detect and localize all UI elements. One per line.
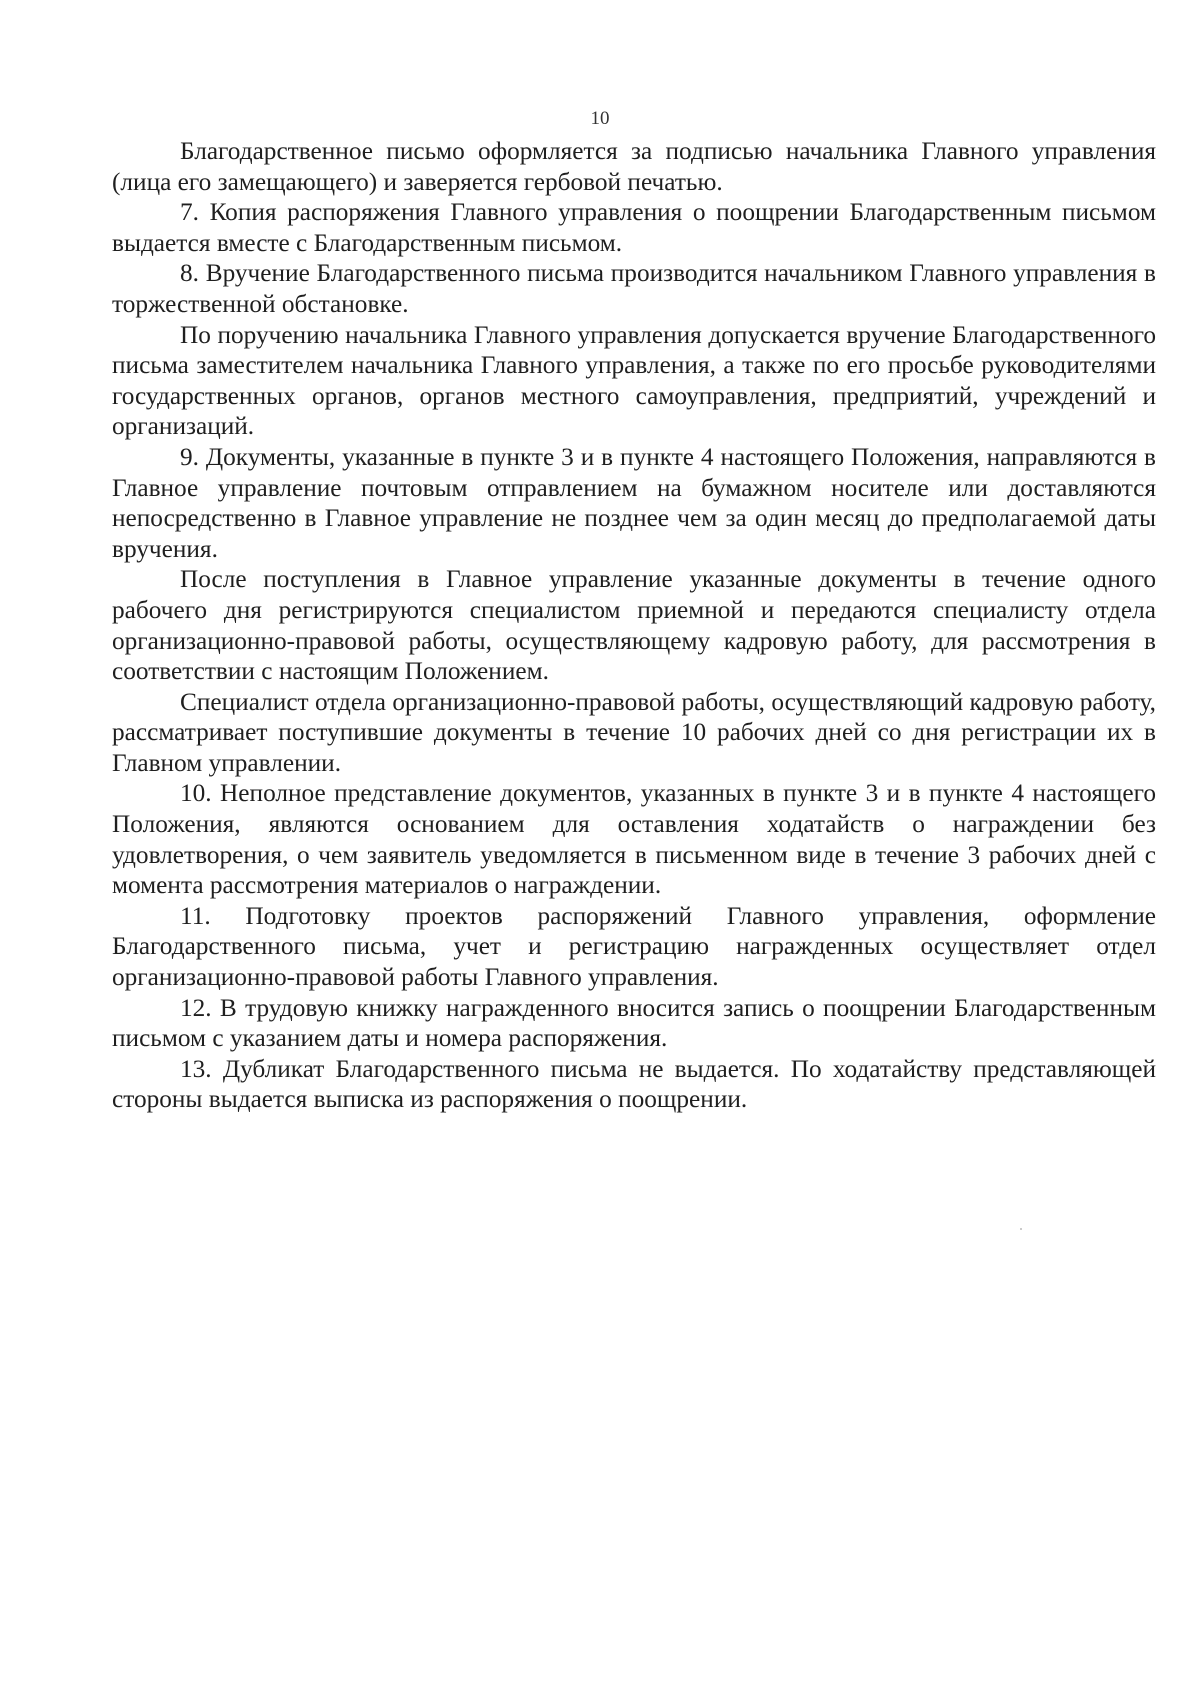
paragraph-signature-note: Благодарственное письмо оформляется за подписью начальника Главного управления (лица его замещающего) и заверяется гербовой печатью. (112, 137, 1156, 196)
paragraph-item-12: 12. В трудовую книжку награжденного вносится запись о поощрении Благодарственным письмом с указанием даты и номера распоряжения. (112, 993, 1156, 1053)
page-number: 10 (590, 108, 610, 129)
paragraph-item-13: 13. Дубликат Благодарственного письма не выдается. По ходатайству представляющей стороны выдается выписка из распоряжения о поощрении. (112, 1054, 1156, 1114)
paragraph-item-11: 11. Подготовку проектов распоряжений Главного управления, оформление Благодарственного письма, учет и регистрацию награжденных осуществляет отдел организационно-правовой работы Главного управления. (112, 901, 1156, 992)
document-body (112, 136, 1156, 1115)
paragraph-item-9-review: Специалист отдела организационно-правовой работы, осуществляющий кадровую работу, рассматривает поступившие документы в течение 10 рабочих дней со дня регистрации их в Главном управлении. (112, 687, 1156, 777)
paragraph-item-7: 7. Копия распоряжения Главного управления о поощрении Благодарственным письмом выдается вместе с Благодарственным письмом. (112, 198, 1156, 257)
paragraph-item-10: 10. Неполное представление документов, указанных в пункте 3 и в пункте 4 настоящего Положения, являются основанием для оставления ходатайств о награждении без удовлетворения, о чем заявитель уведомляется в письменном виде в течение 3 рабочих дней с момента рассмотрения материалов о награждении. (112, 779, 1156, 900)
scan-speck (1020, 1228, 1022, 1230)
paragraph-item-9-registration: После поступления в Главное управление указанные документы в течение одного рабочего дня регистрируются специалистом приемной и передаются специалисту отдела организационно-правовой работы, осуществляющему кадровую работу, для рассмотрения в соответствии с настоящим Положением. (112, 565, 1156, 686)
paragraph-item-8-delegation: По поручению начальника Главного управления допускается вручение Благодарственного письма заместителем начальника Главного управления, а также по его просьбе руководителями государственных органов, органов местного самоуправления, предприятий, учреждений и организаций. (112, 320, 1156, 441)
paragraph-item-8: 8. Вручение Благодарственного письма производится начальником Главного управления в торжественной обстановке. (112, 259, 1156, 318)
paragraph-item-9: 9. Документы, указанные в пункте 3 и в пункте 4 настоящего Положения, направляются в Главное управление почтовым отправлением на бумажном носителе или доставляются непосредственно в Главное управление не позднее чем за один месяц до предполагаемой даты вручения. (112, 442, 1156, 563)
